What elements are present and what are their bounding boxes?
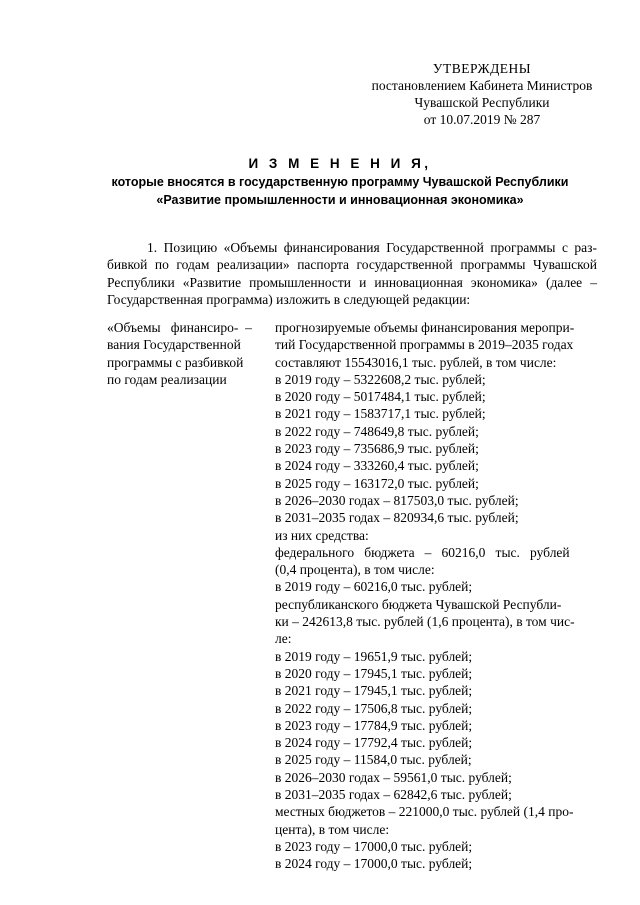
financing-line: цента), в том числе: xyxy=(275,821,390,837)
financing-line: в 2026–2030 годах – 817503,0 тыс. рублей; xyxy=(275,492,519,508)
paragraph-line: 1. Позицию «Объемы финансирования Государственной программы с раз- xyxy=(147,240,597,255)
approval-date-number: от 10.07.2019 № 287 xyxy=(423,112,541,127)
financing-line: (0,4 процента), в том числе: xyxy=(275,562,435,578)
financing-line: местных бюджетов – 221000,0 тыс. рублей (1,4 про- xyxy=(275,804,574,820)
subtitle-line-1: которые вносятся в государственную программу Чувашской Республики xyxy=(111,175,569,189)
financing-line: в 2020 году – 5017484,1 тыс. рублей; xyxy=(275,389,486,405)
financing-details-column xyxy=(275,319,597,873)
approval-heading: УТВЕРЖДЕНЫ xyxy=(432,61,532,76)
approval-republic: Чувашской Республики xyxy=(414,95,550,110)
financing-line: в 2021 году – 1583717,1 тыс. рублей; xyxy=(275,406,486,422)
financing-line: федерального бюджета – 60216,0 тыс. рублей xyxy=(275,544,570,560)
paragraph-line: Государственная программа) изложить в следующей редакции: xyxy=(107,291,471,307)
paragraph-line: бивкой по годам реализации» паспорта государственной программы Чувашской xyxy=(107,257,597,273)
financing-line: в 2023 году – 17000,0 тыс. рублей; xyxy=(275,838,473,854)
intro-paragraph xyxy=(107,239,597,308)
position-name-line: программы с разбивкой xyxy=(107,354,244,370)
document-subtitle xyxy=(60,173,620,209)
financing-line: в 2019 году – 5322608,2 тыс. рублей; xyxy=(275,371,486,387)
financing-line: в 2031–2035 годах – 820934,6 тыс. рублей; xyxy=(275,510,519,526)
financing-line: в 2025 году – 11584,0 тыс. рублей; xyxy=(275,752,472,768)
financing-line: в 2023 году – 735686,9 тыс. рублей; xyxy=(275,441,479,457)
paragraph-line: Республики «Развитие промышленности и инновационная экономика» (далее – xyxy=(107,274,597,290)
financing-line: из них средства: xyxy=(275,527,369,543)
position-name-line: по годам реализации xyxy=(107,371,227,387)
financing-line: прогнозируемые объемы финансирования меропри- xyxy=(275,320,575,335)
document-title: И З М Е Н Е Н И Я, xyxy=(248,156,432,171)
financing-line: в 2031–2035 годах – 62842,6 тыс. рублей; xyxy=(275,787,512,803)
financing-line: в 2021 году – 17945,1 тыс. рублей; xyxy=(275,683,473,699)
financing-line: в 2024 году – 17792,4 тыс. рублей; xyxy=(275,735,473,751)
financing-line: в 2024 году – 17000,0 тыс. рублей; xyxy=(275,856,473,872)
financing-line: в 2019 году – 19651,9 тыс. рублей; xyxy=(275,648,473,664)
position-name-column xyxy=(107,319,265,388)
financing-line: в 2024 году – 333260,4 тыс. рублей; xyxy=(275,458,479,474)
position-name-line: вания Государственной xyxy=(107,337,241,353)
financing-line: ки – 242613,8 тыс. рублей (1,6 процента), в том чис- xyxy=(275,614,575,630)
financing-line: ле: xyxy=(275,631,292,647)
financing-line: в 2026–2030 годах – 59561,0 тыс. рублей; xyxy=(275,769,512,785)
financing-line: тий Государственной программы в 2019–2035 годах xyxy=(275,337,574,353)
financing-line: в 2019 году – 60216,0 тыс. рублей; xyxy=(275,579,473,595)
approval-block xyxy=(362,60,602,128)
approval-resolution: постановлением Кабинета Министров xyxy=(371,78,593,93)
financing-line: в 2025 году – 163172,0 тыс. рублей; xyxy=(275,475,479,491)
financing-line: составляют 15543016,1 тыс. рублей, в том числе: xyxy=(275,354,557,370)
position-name-line: «Объемы финансиро- – xyxy=(107,320,252,335)
financing-line: в 2020 году – 17945,1 тыс. рублей; xyxy=(275,665,473,681)
subtitle-line-2: «Развитие промышленности и инновационная экономика» xyxy=(156,193,524,207)
financing-line: в 2022 году – 17506,8 тыс. рублей; xyxy=(275,700,473,716)
financing-line: в 2023 году – 17784,9 тыс. рублей; xyxy=(275,717,473,733)
financing-line: республиканского бюджета Чувашской Республи- xyxy=(275,596,562,612)
financing-line: в 2022 году – 748649,8 тыс. рублей; xyxy=(275,423,479,439)
